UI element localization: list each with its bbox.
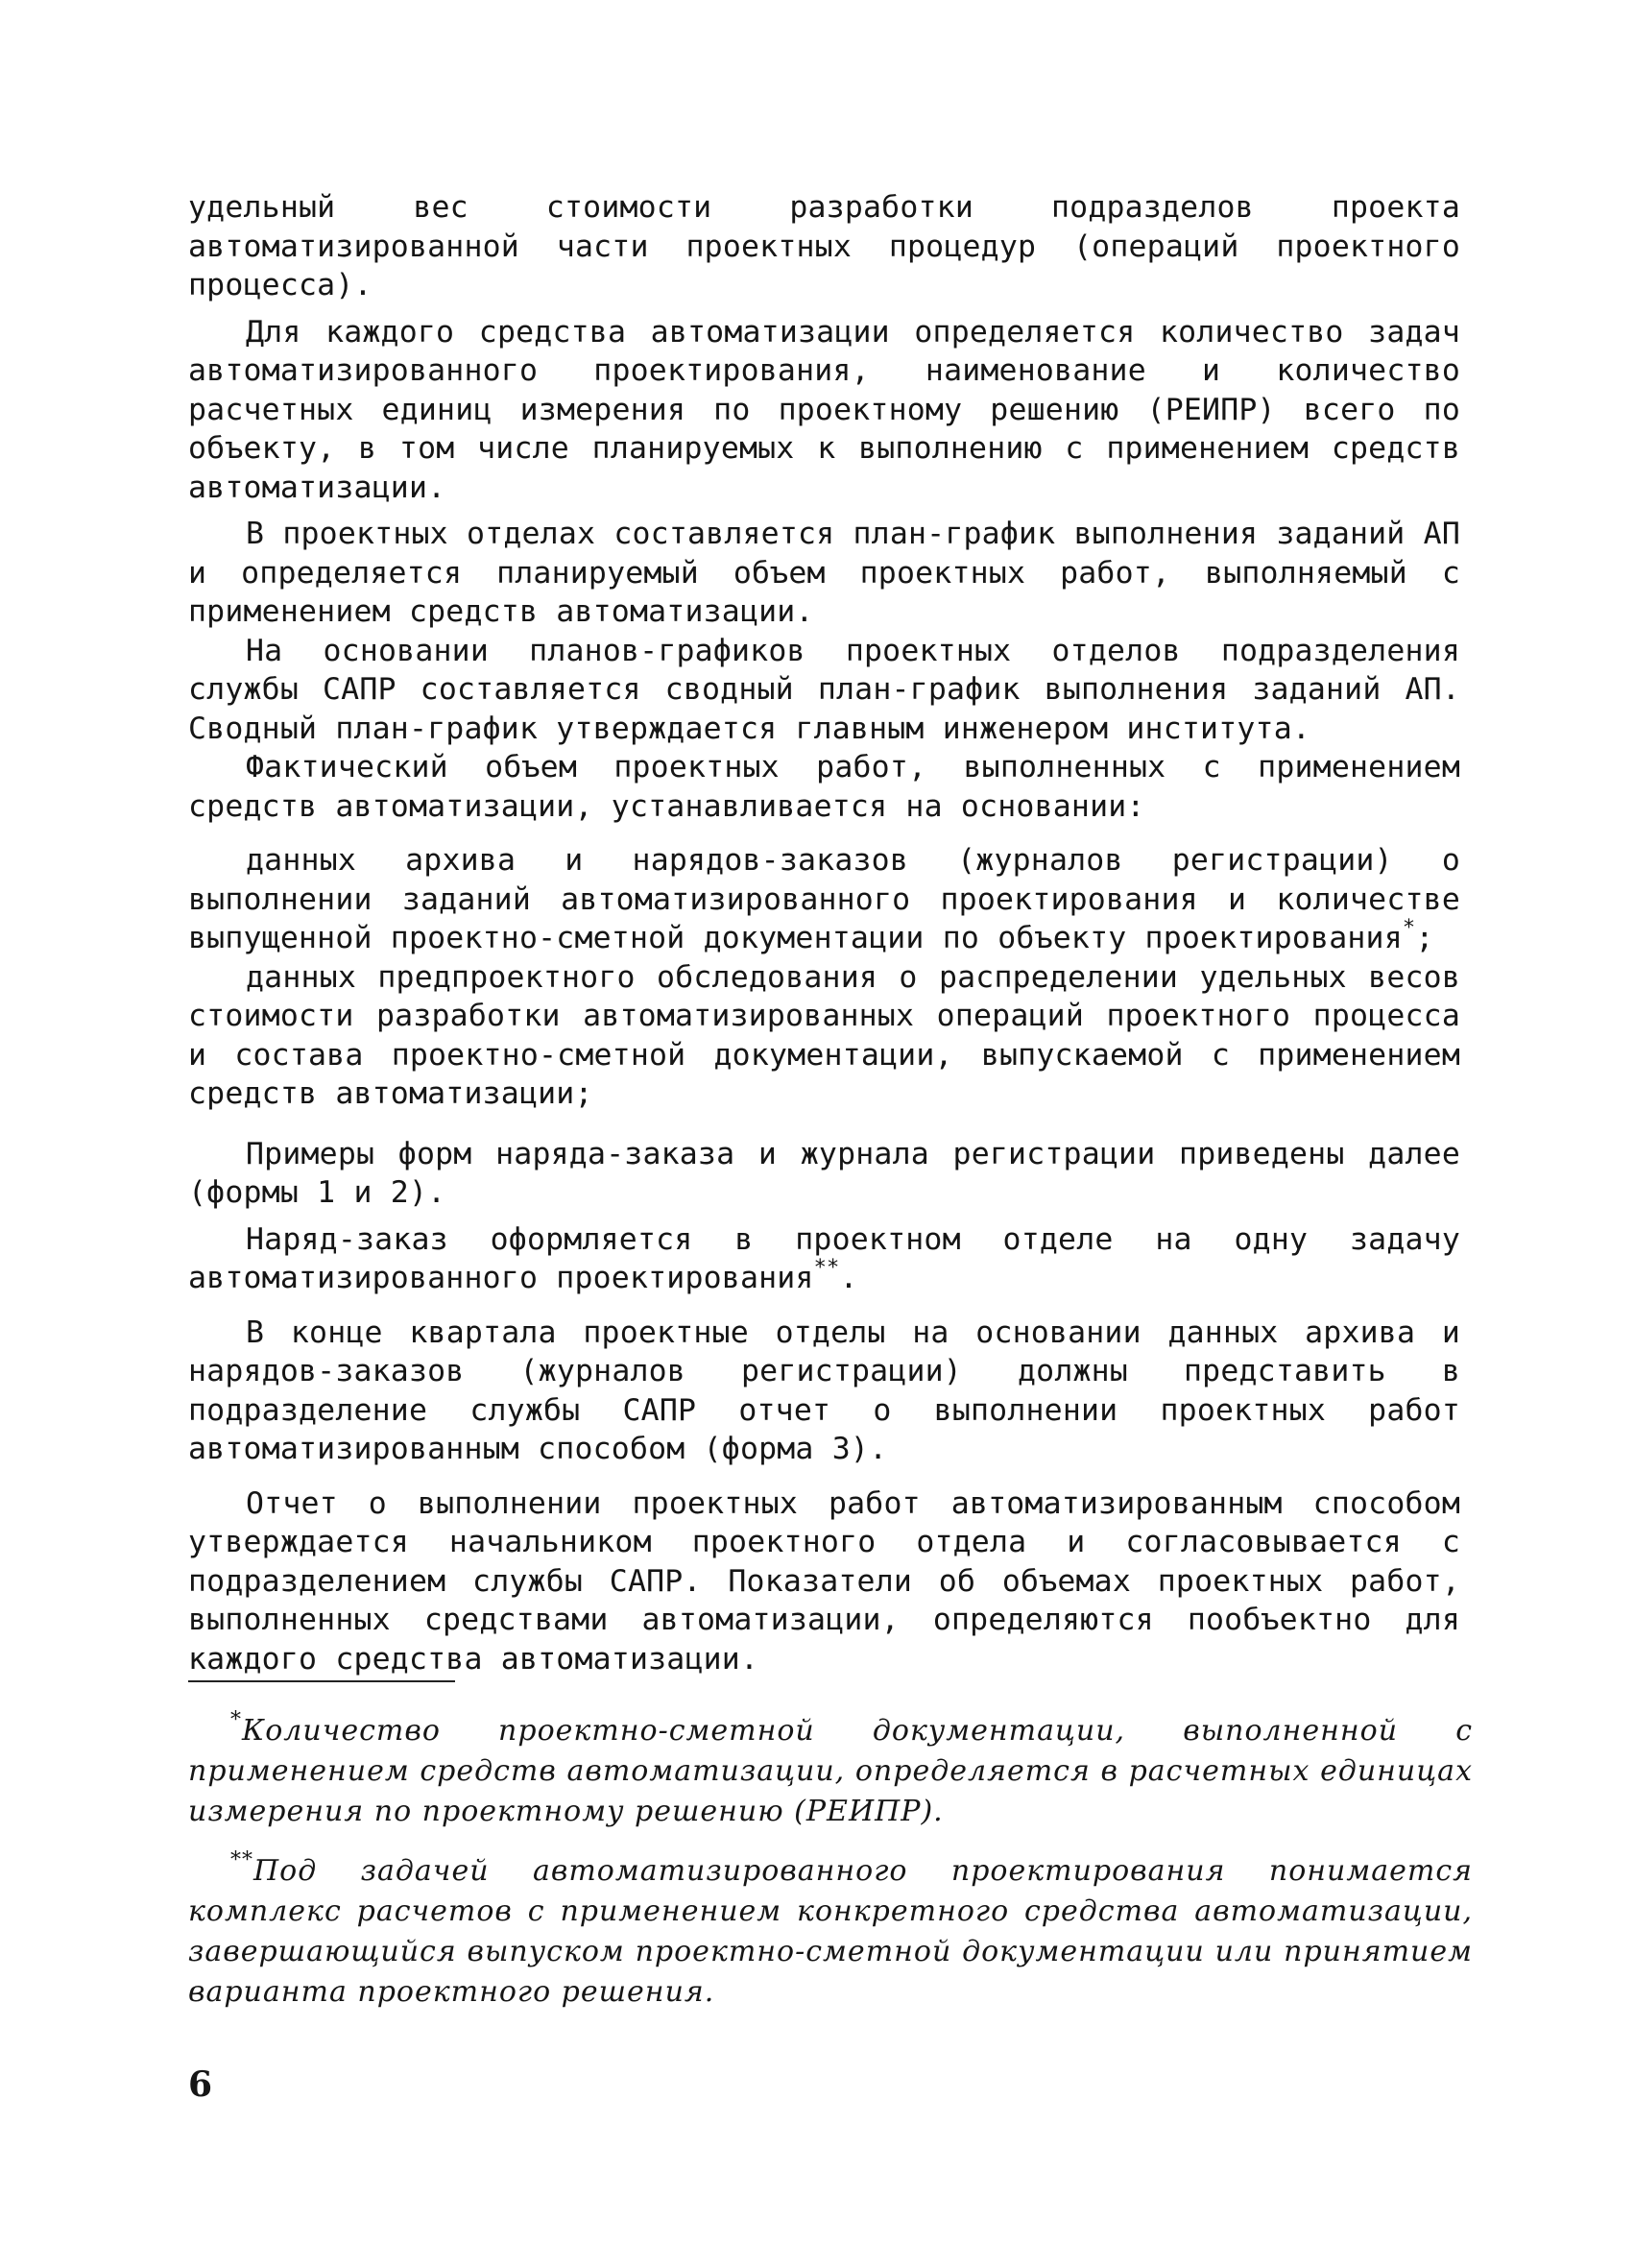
page-number: 6 <box>188 2064 213 2105</box>
footnote-ref-2: ** <box>813 1256 840 1280</box>
paragraph-11: Отчет о выполнении проектных работ автоматизированным способом утверждается начальником проектного отдела и согласовывается с подразделением службы САПР. Показатели об объемах проектных работ, выполненных средствами автоматизации, определяются пообъектно для каждого средства автоматизации. <box>188 1485 1460 1677</box>
paragraph-4: На основании планов-графиков проектных отделов подразделения службы САПР составляется сводный план-график выполнения заданий АП. Сводный план-график утверждается главным инженером института. <box>188 633 1460 746</box>
footnote-2-mark: ** <box>230 1848 253 1872</box>
paragraph-6-text: данных архива и нарядов-заказов (журналов регистрации) о выполнении заданий автоматизированного проектирования и количестве выпущенной проектно-сметной документации по объекту проектирования <box>188 843 1460 955</box>
paragraph-3: В проектных отделах составляется план-график выполнения заданий АП и определяется планируемый объем проектных работ, выполняемый с применением средств автоматизации. <box>188 517 1460 629</box>
paragraph-6 <box>188 841 1460 958</box>
paragraph-5: Фактический объем проектных работ, выполненных с применением средств автоматизации, устанавливается на основании: <box>188 750 1460 824</box>
paragraph-2: Для каждого средства автоматизации определяется количество задач автоматизированного проектирования, наименование и количество расчетных единиц измерения по проектному решению (РЕИПР) всего по объекту, в том числе планируемых к выполнению с применением средств автоматизации. <box>188 314 1460 505</box>
footnote-ref-1: * <box>1402 916 1416 940</box>
paragraph-8: Примеры форм наряда-заказа и журнала регистрации приведены далее (формы 1 и 2). <box>188 1136 1460 1210</box>
footnote-1-mark: * <box>230 1708 242 1732</box>
paragraph-6-end: ; <box>1415 921 1434 955</box>
paragraph-10: В конце квартала проектные отделы на основании данных архива и нарядов-заказов (журналов регистрации) должны представить в подразделение службы САПР отчет о выполнении проектных работ автоматизированным способом (форма 3). <box>188 1315 1460 1466</box>
footnotes <box>188 1708 1473 2013</box>
paragraph-1: удельный вес стоимости разработки подразделов проекта автоматизированной части проектных процедур (операций проектного процесса). <box>188 190 1460 302</box>
paragraph-9-end: . <box>839 1261 858 1295</box>
paragraph-7: данных предпроектного обследования о распределении удельных весов стоимости разработки автоматизированных операций проектного процесса и состава проектно-сметной документации, выпускаемой с применением средств автоматизации; <box>188 959 1460 1111</box>
body-text <box>188 188 1460 1678</box>
footnote-2 <box>188 1848 1473 2013</box>
footnote-2-text: Под задачей автоматизированного проектирования понимается комплекс расчетов с применением конкретного средства автоматизации, завершающийся выпуском проектно-сметной документации или принятием варианта проектного решения. <box>188 1854 1473 2009</box>
paragraph-9-text: Наряд-заказ оформляется в проектном отделе на одну задачу автоматизированного проектирования <box>188 1221 1460 1295</box>
paragraph-9 <box>188 1220 1460 1298</box>
footnote-separator <box>188 1680 455 1682</box>
footnote-1 <box>188 1708 1473 1832</box>
footnote-1-text: Количество проектно-сметной документации, выполненной с применением средств автоматизации, определяется в расчетных единицах измерения по проектному решению (РЕИПР). <box>188 1714 1473 1828</box>
